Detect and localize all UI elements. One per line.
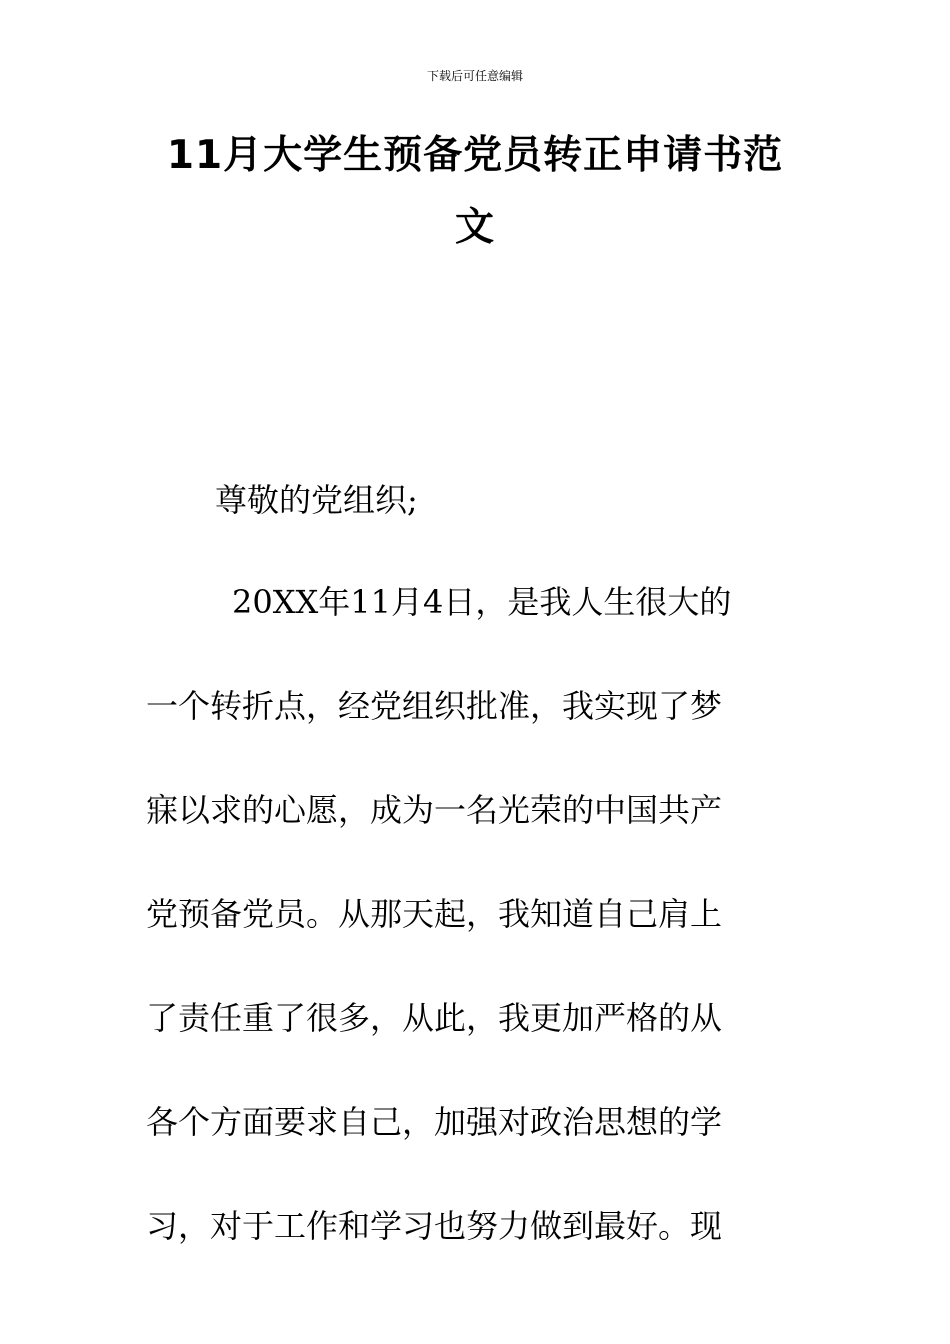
paragraph-line: 一个转折点，经党组织批准，我实现了梦 <box>146 687 723 725</box>
salutation: 尊敬的党组织; <box>215 481 418 519</box>
paragraph-line: 党预备党员。从那天起，我知道自己肩上 <box>146 895 723 933</box>
paragraph <box>146 550 786 1278</box>
paragraph-line: 各个方面要求自己，加强对政治思想的学 <box>146 1103 723 1141</box>
paragraph-line: 了责任重了很多，从此，我更加严格的从 <box>146 999 723 1037</box>
paragraph-line: 习，对于工作和学习也努力做到最好。现 <box>146 1207 723 1245</box>
header-note: 下载后可任意编辑 <box>426 69 523 83</box>
paragraph-line: 20XX年11月4日，是我人生很大的 <box>232 583 732 621</box>
document-title: 11月大学生预备党员转正申请书范文 <box>166 133 784 250</box>
paragraph-line: 寐以求的心愿，成为一名光荣的中国共产 <box>146 791 723 829</box>
